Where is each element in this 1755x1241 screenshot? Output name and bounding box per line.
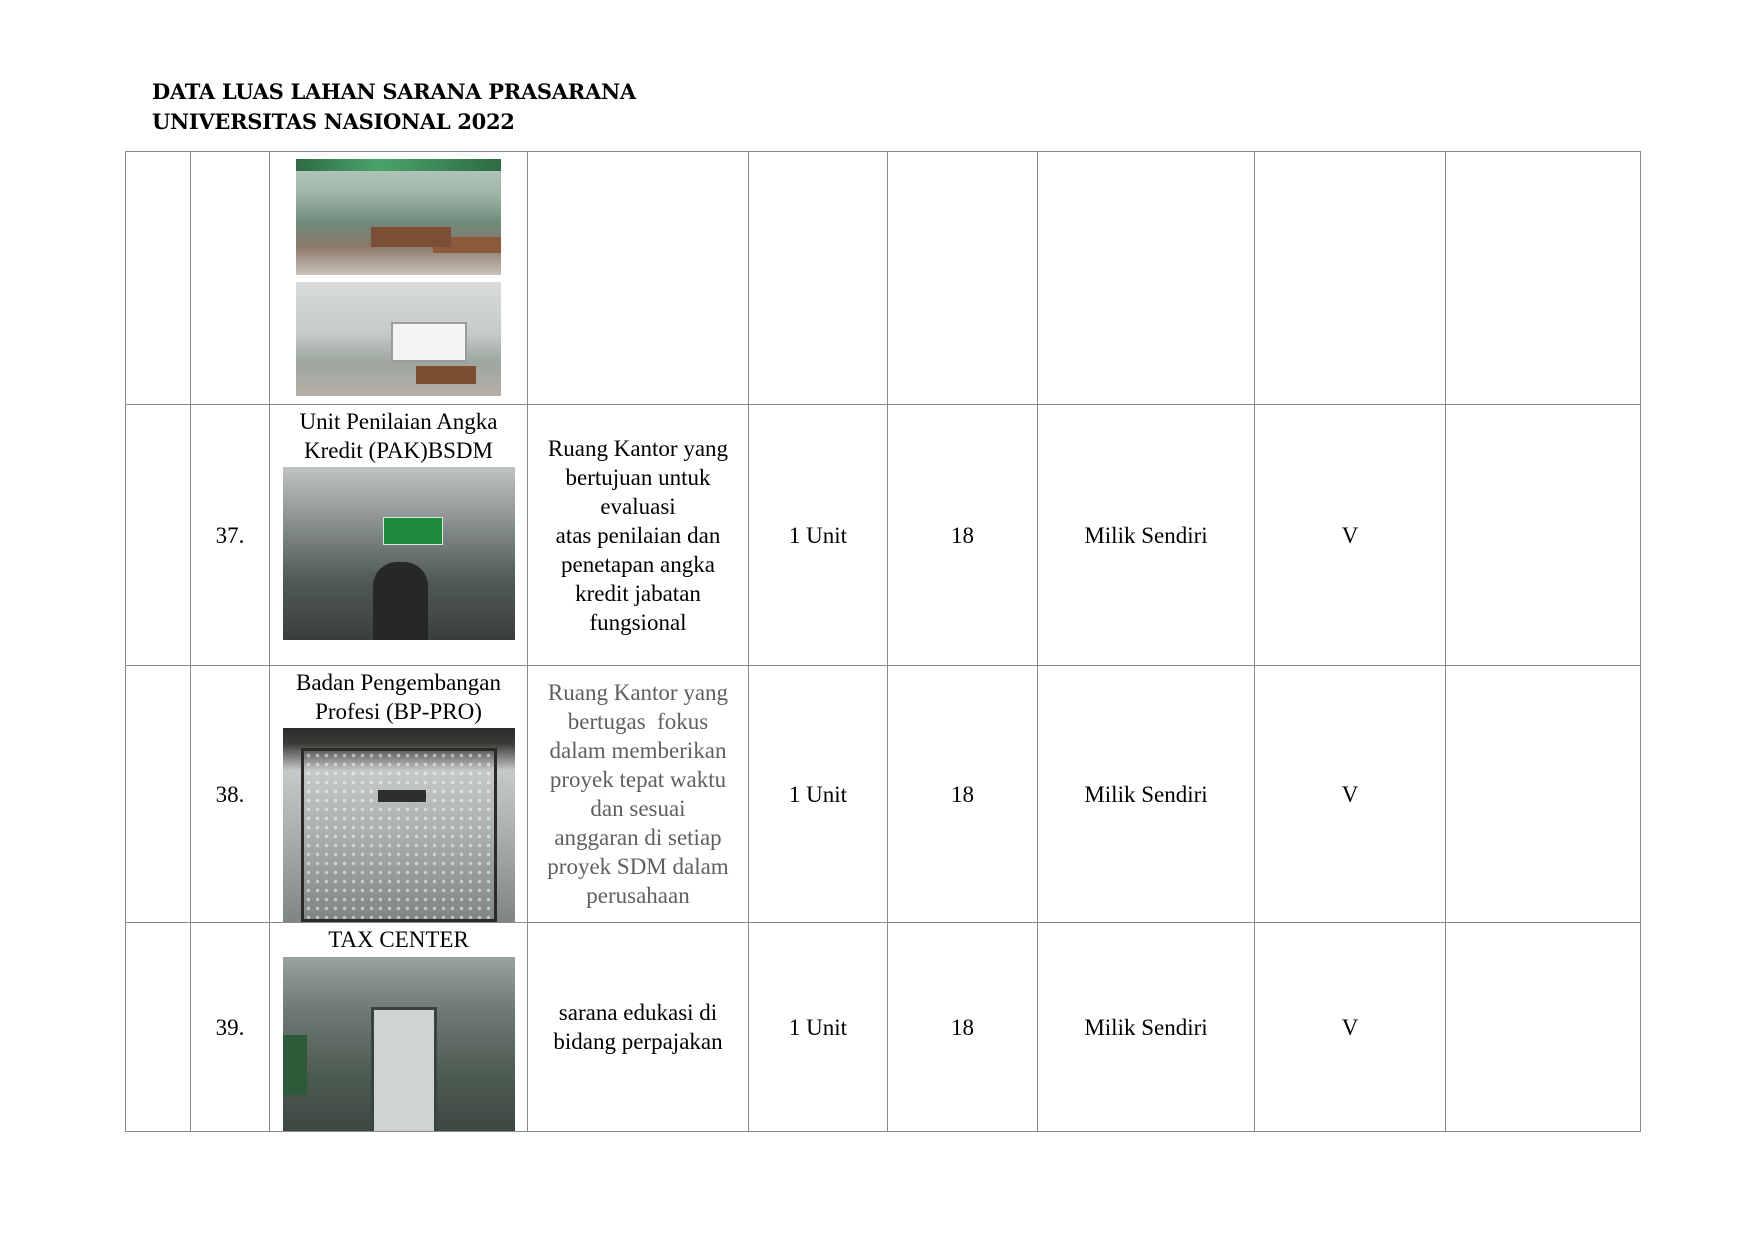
ownership-cell: Milik Sendiri xyxy=(1038,666,1255,923)
empty-cell xyxy=(126,405,191,666)
facility-photo xyxy=(283,728,515,922)
ownership-cell xyxy=(1038,152,1255,405)
description-line: bertujuan untuk xyxy=(565,464,711,490)
area-cell: 18 xyxy=(888,666,1038,923)
notes-cell xyxy=(1446,152,1641,405)
condition-cell: V xyxy=(1255,405,1446,666)
description-line: proyek tepat waktu xyxy=(549,767,727,792)
facility-name-line: TAX CENTER xyxy=(328,927,469,952)
ownership-cell: Milik Sendiri xyxy=(1038,923,1255,1132)
table-row xyxy=(126,923,1641,1132)
description-cell xyxy=(528,923,749,1132)
description-line: bertugas fokus xyxy=(567,709,709,734)
facility-name xyxy=(270,405,527,465)
facility-name-line: Kredit (PAK)BSDM xyxy=(304,438,493,463)
empty-cell xyxy=(126,666,191,923)
description-line: evaluasi xyxy=(600,493,676,519)
description-cell xyxy=(528,405,749,666)
description-line: proyek SDM dalam xyxy=(547,854,729,879)
facilities-table xyxy=(125,151,1641,1132)
description-line: kredit jabatan xyxy=(575,580,701,606)
facility-cell xyxy=(270,405,528,666)
description-line: fungsional xyxy=(589,609,687,635)
description-line: Ruang Kantor yang xyxy=(547,435,729,461)
empty-cell xyxy=(126,923,191,1132)
description-line: anggaran di setiap xyxy=(554,825,722,850)
table-row xyxy=(126,152,1641,405)
facility-photo xyxy=(283,957,515,1131)
row-number: 37. xyxy=(191,405,270,666)
table-row xyxy=(126,405,1641,666)
area-cell: 18 xyxy=(888,923,1038,1132)
quantity-cell: 1 Unit xyxy=(749,923,888,1132)
area-cell: 18 xyxy=(888,405,1038,666)
description-cell xyxy=(528,152,749,405)
facility-name-line: Profesi (BP-PRO) xyxy=(315,699,482,724)
facility-name-line: Unit Penilaian Angka xyxy=(299,409,498,434)
description-cell xyxy=(528,666,749,923)
title-line-1: DATA LUAS LAHAN SARANA PRASARANA xyxy=(152,79,636,104)
facility-cell xyxy=(270,923,528,1132)
facility-name-line: Badan Pengembangan xyxy=(295,670,502,695)
facility-photo xyxy=(283,467,515,640)
facility-name xyxy=(270,666,527,726)
row-number xyxy=(191,152,270,405)
row-number: 39. xyxy=(191,923,270,1132)
document-title xyxy=(152,77,636,137)
description-line: penetapan angka xyxy=(561,551,715,577)
facility-name xyxy=(270,923,527,954)
photo-cell xyxy=(270,152,528,405)
title-line-2: UNIVERSITAS NASIONAL 2022 xyxy=(152,109,515,134)
row-number: 38. xyxy=(191,666,270,923)
description-line: bidang perpajakan xyxy=(553,1029,723,1054)
condition-cell: V xyxy=(1255,923,1446,1132)
quantity-cell: 1 Unit xyxy=(749,405,888,666)
description-line: Ruang Kantor yang xyxy=(547,680,729,705)
description-line: dan sesuai xyxy=(590,796,686,821)
description-line: perusahaan xyxy=(586,883,690,908)
empty-cell xyxy=(126,152,191,405)
condition-cell xyxy=(1255,152,1446,405)
notes-cell xyxy=(1446,405,1641,666)
description-line: dalam memberikan xyxy=(549,738,727,763)
area-cell xyxy=(888,152,1038,405)
office-photo xyxy=(296,282,501,396)
condition-cell: V xyxy=(1255,666,1446,923)
notes-cell xyxy=(1446,923,1641,1132)
description-line: sarana edukasi di xyxy=(558,1000,718,1025)
table-row xyxy=(126,666,1641,923)
notes-cell xyxy=(1446,666,1641,923)
quantity-cell: 1 Unit xyxy=(749,666,888,923)
description-line: atas penilaian dan xyxy=(555,522,721,548)
quantity-cell xyxy=(749,152,888,405)
office-photo xyxy=(296,159,501,275)
facility-cell xyxy=(270,666,528,923)
ownership-cell: Milik Sendiri xyxy=(1038,405,1255,666)
